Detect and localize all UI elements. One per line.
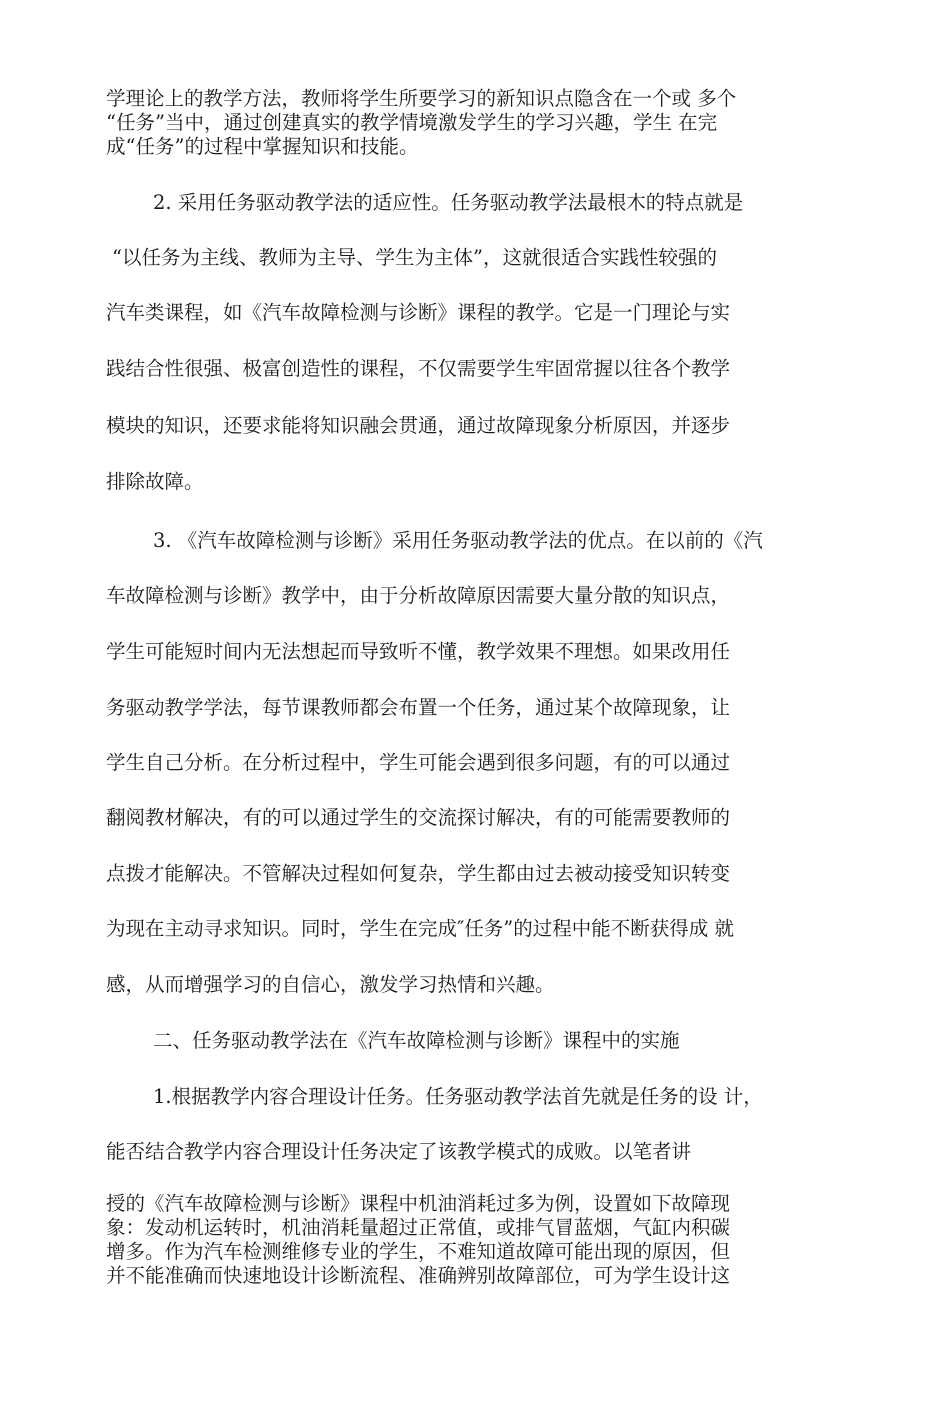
text-line: 点拨才能解决。不管解决过程如何复杂，学生都由过去被动接受知识转变 xyxy=(106,862,731,885)
text-line: 汽车类课程，如《汽车故障检测与诊断》课程的教学。它是一门理论与实 xyxy=(106,301,731,324)
text-line: 能否结合教学内容合理设计任务决定了该教学模式的成败。以笔者讲 xyxy=(106,1140,692,1163)
text-line: 感，从而增强学习的自信心，激发学习热情和兴趣。 xyxy=(106,973,555,996)
text-line: “任务”当中，通过创建真实的教学情境激发学生的学习兴趣，学生 在完 xyxy=(106,111,718,134)
text-line: 并不能准确而快速地设计诊断流程、准确辨别故障部位，可为学生设计这 xyxy=(106,1264,731,1287)
text-line: 象：发动机运转时，机油消耗量超过正常值，或排气冒蓝烟，气缸内积碳 xyxy=(106,1216,731,1239)
text-line: 授的《汽车故障检测与诊断》课程中机油消耗过多为例，设置如下故障现 xyxy=(106,1192,731,1215)
text-line: 车故障检测与诊断》教学中，由于分析故障原因需要大量分散的知识点， xyxy=(106,584,731,607)
text-line: 学理论上的教学方法，教师将学生所要学习的新知识点隐含在一个或 多个 xyxy=(106,87,737,110)
text-line: 2. 采用任务驱动教学法的适应性。任务驱动教学法最根木的特点就是 xyxy=(153,191,744,214)
text-line: 学生自己分析。在分析过程中，学生可能会遇到很多问题，有的可以通过 xyxy=(106,751,731,774)
text-line: 翻阅教材解决，有的可以通过学生的交流探讨解决，有的可能需要教师的 xyxy=(106,806,731,829)
text-line: “以任务为主线、教师为主导、学生为主体”，这就很适合实践性较强的 xyxy=(112,246,717,269)
text-line: 1.根据教学内容合理设计任务。任务驱动教学法首先就是任务的设 计， xyxy=(153,1085,763,1108)
text-line: 增多。作为汽车检测维修专业的学生，不难知道故障可能出现的原因，但 xyxy=(106,1240,731,1263)
text-line: 模块的知识，还要求能将知识融会贯通，通过故障现象分析原因，并逐步 xyxy=(106,414,731,437)
text-line: 成“任务”的过程中掌握知识和技能。 xyxy=(106,135,419,158)
text-line: 学生可能短时间内无法想起而导致听不懂，教学效果不理想。如果改用任 xyxy=(106,640,731,663)
text-line: 务驱动教学学法，每节课教师都会布置一个任务，通过某个故障现象，让 xyxy=(106,696,731,719)
text-line: 3. 《汽车故障检测与诊断》采用任务驱动教学法的优点。在以前的《汽 xyxy=(153,529,763,552)
text-line: 排除故障。 xyxy=(106,470,204,493)
text-line: 践结合性很强、极富创造性的课程，不仅需要学生牢固常握以往各个教学 xyxy=(106,357,731,380)
section-heading: 二、任务驱动教学法在《汽车故障检测与诊断》课程中的实施 xyxy=(153,1029,680,1052)
text-line: 为现在主动寻求知识。同时，学生在完成″任务”的过程中能不断获得成 就 xyxy=(106,917,734,940)
